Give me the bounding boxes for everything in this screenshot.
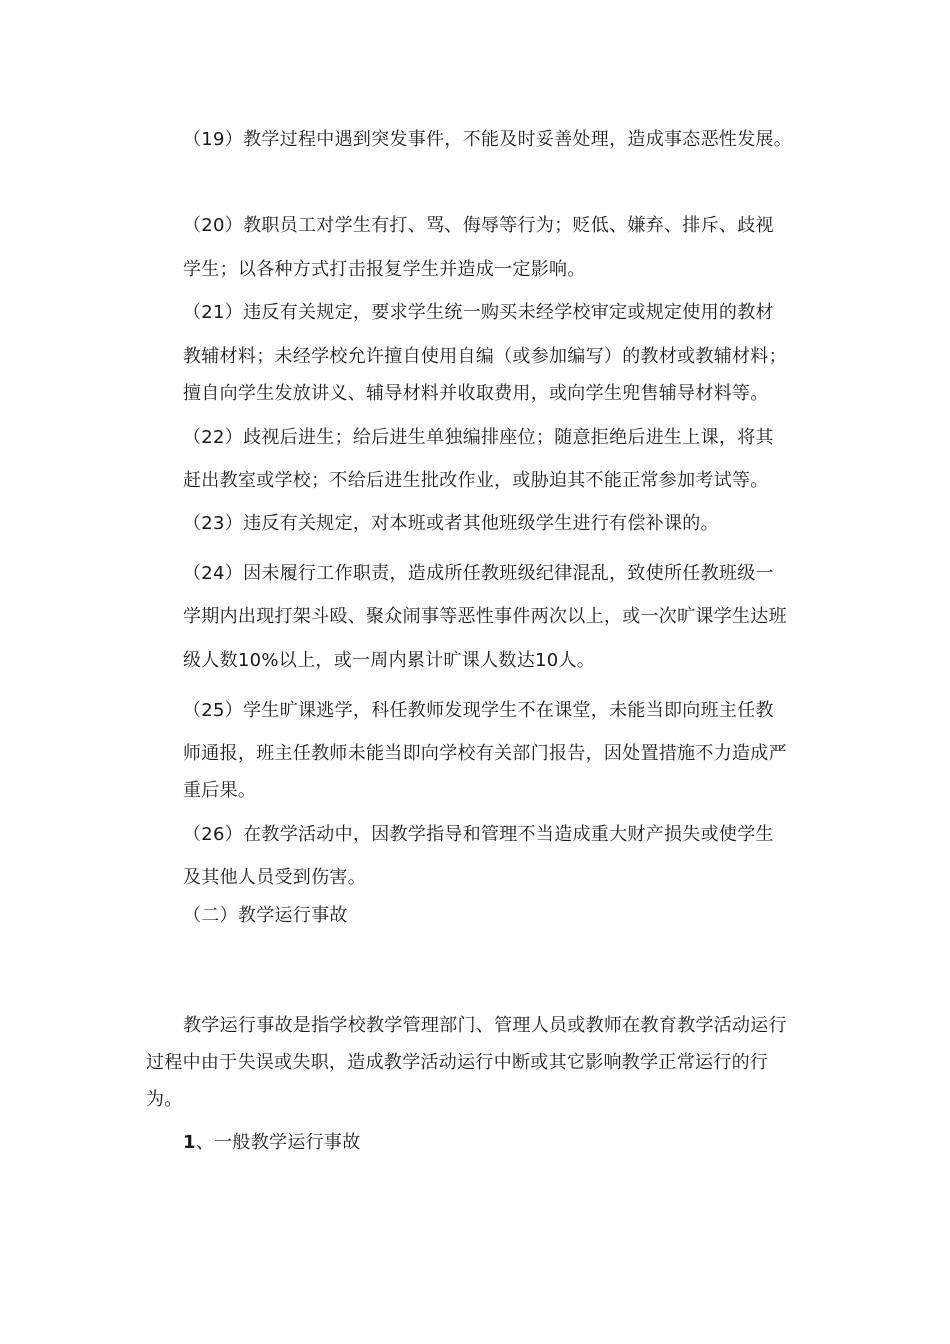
definition-line-1: 教学运行事故是指学校教学管理部门、管理人员或教师在教育教学活动运行	[183, 1015, 787, 1036]
subheading-text: 、一般教学运行事故	[195, 1132, 361, 1153]
item-24-line-3: 级人数10%以上，或一周内累计旷课人数达10人。	[183, 650, 596, 671]
item-21-line-3: 擅自向学生发放讲义、辅导材料并收取费用，或向学生兜售辅导材料等。	[183, 383, 769, 404]
item-20-line-1: （20）教职员工对学生有打、骂、侮辱等行为；贬低、嫌弃、排斥、歧视	[183, 215, 774, 236]
item-25-line-2: 师通报，班主任教师未能当即向学校有关部门报告，因处置措施不力造成严	[183, 743, 787, 764]
subheading-number: 1	[183, 1132, 196, 1153]
definition-line-3: 为。	[146, 1089, 183, 1110]
item-24-line-1: （24）因未履行工作职责，造成所任教班级纪律混乱，致使所任教班级一	[183, 563, 774, 584]
item-21-line-1: （21）违反有关规定，要求学生统一购买未经学校审定或规定使用的教材	[183, 302, 774, 323]
item-22-line-2: 赶出教室或学校；不给后进生批改作业，或胁迫其不能正常参加考试等。	[183, 470, 769, 491]
item-20-line-2: 学生；以各种方式打击报复学生并造成一定影响。	[183, 259, 586, 280]
item-23-line-1: （23）违反有关规定，对本班或者其他班级学生进行有偿补课的。	[183, 513, 719, 534]
item-19-line-1: （19）教学过程中遇到突发事件，不能及时妥善处理，造成事态恶性发展。	[183, 129, 793, 150]
item-22-line-1: （22）歧视后进生；给后进生单独编排座位；随意拒绝后进生上课，将其	[183, 427, 774, 448]
item-26-line-2: 及其他人员受到伤害。	[183, 867, 366, 888]
item-21-line-2: 教辅材料；未经学校允许擅自使用自编（或参加编写）的教材或教辅材料；	[183, 346, 787, 367]
section-heading: （二）教学运行事故	[183, 905, 348, 926]
definition-line-2: 过程中由于失误或失职，造成教学活动运行中断或其它影响教学正常运行的行	[146, 1052, 769, 1073]
item-24-line-2: 学期内出现打架斗殴、聚众闹事等恶性事件两次以上，或一次旷课学生达班	[183, 606, 787, 627]
item-25-line-3: 重后果。	[183, 780, 257, 801]
item-26-line-1: （26）在教学活动中，因教学指导和管理不当造成重大财产损失或使学生	[183, 824, 774, 845]
subheading	[183, 1131, 361, 1155]
item-25-line-1: （25）学生旷课逃学，科任教师发现学生不在课堂，未能当即向班主任教	[183, 700, 774, 721]
